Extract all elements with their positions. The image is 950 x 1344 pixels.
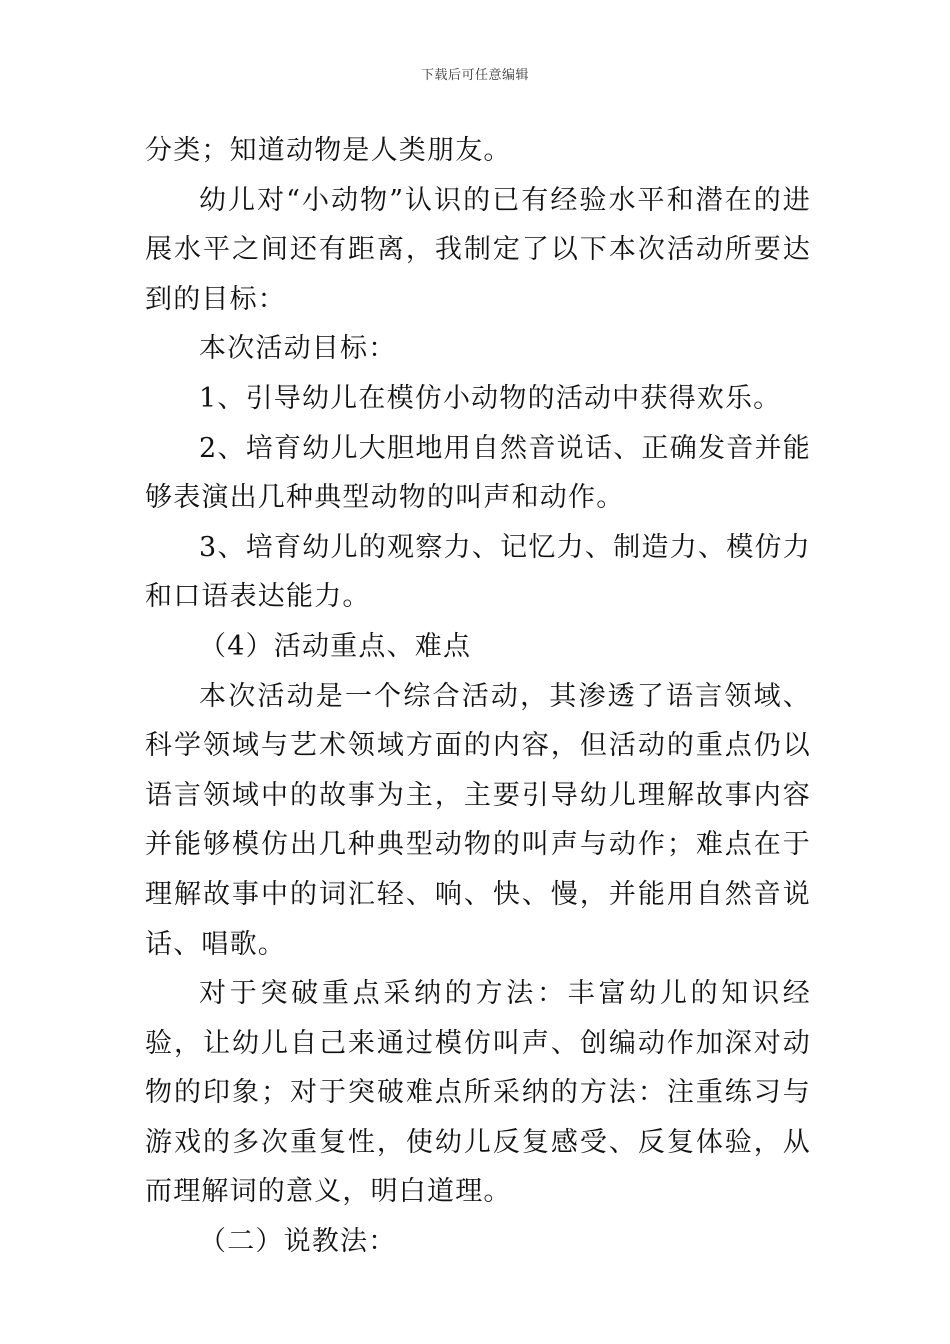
- page-header-note: 下载后可任意编辑: [420, 68, 529, 83]
- paragraph-key-points: 本次活动是一个综合活动，其渗透了语言领域、科学领域与艺术领域方面的内容，但活动的重点仍以语言领域中的故事为主，主要引导幼儿理解故事内容并能够模仿出几种典型动物的叫声与动作；难点在于理解故事中的词汇轻、响、快、慢，并能用自然音说话、唱歌。: [145, 680, 811, 960]
- paragraph-experience-gap: 幼儿对“小动物”认识的已有经验水平和潜在的进展水平之间还有距离，我制定了以下本次活动所要达到的目标：: [145, 184, 811, 315]
- section-heading-teaching-method: （二）说教法：: [199, 1226, 397, 1258]
- paragraph-continuation: 分类；知道动物是人类朋友。: [145, 135, 512, 166]
- section-heading-key-points: （4）活动重点、难点: [199, 630, 472, 662]
- goal-item-3: 3、培育幼儿的观察力、记忆力、制造力、模仿力和口语表达能力。: [145, 531, 811, 613]
- goal-item-1: 1、引导幼儿在模仿小动物的活动中获得欢乐。: [199, 382, 782, 414]
- goal-item-2: 2、培育幼儿大胆地用自然音说话、正确发音并能够表演出几种典型动物的叫声和动作。: [145, 432, 811, 514]
- paragraph-goals-title: 本次活动目标：: [199, 333, 397, 365]
- document-body: [145, 126, 811, 1267]
- paragraph-methods: 对于突破重点采纳的方法：丰富幼儿的知识经验，让幼儿自己来通过模仿叫声、创编动作加深对动物的印象；对于突破难点所采纳的方法：注重练习与游戏的多次重复性，使幼儿反复感受、反复体验，从而理解词的意义，明白道理。: [145, 978, 811, 1208]
